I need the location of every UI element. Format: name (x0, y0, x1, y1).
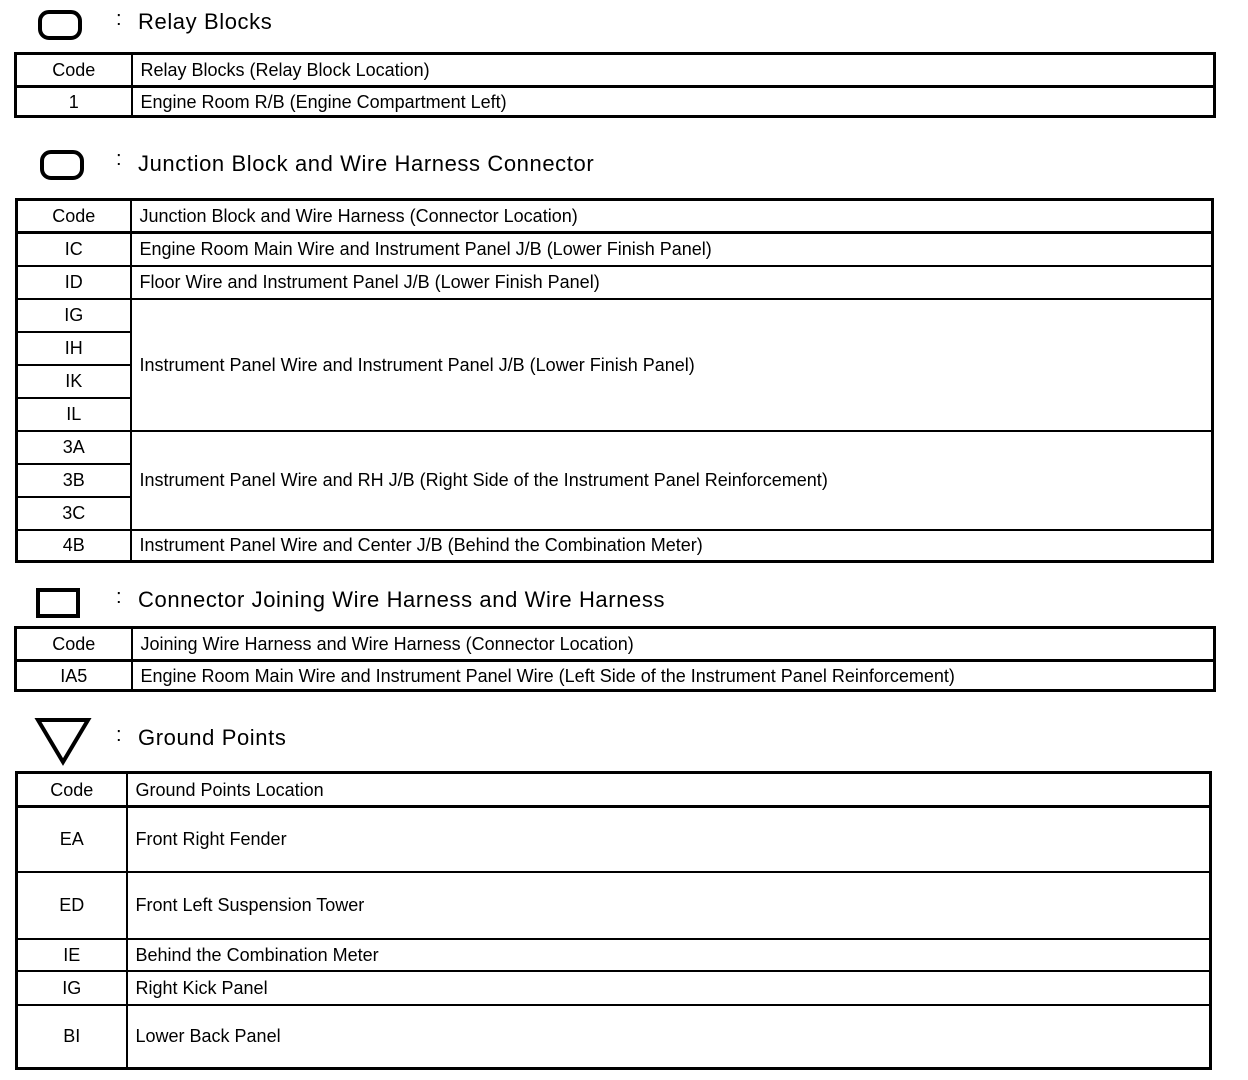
location-header: Junction Block and Wire Harness (Connector Location) (131, 200, 1213, 233)
table-row (16, 661, 1215, 691)
code-cell: EA (17, 807, 127, 872)
table-row (17, 233, 1213, 266)
code-cell: ED (17, 872, 127, 939)
code-cell: IG (17, 299, 131, 332)
code-cell: IA5 (16, 661, 132, 691)
code-cell: IL (17, 398, 131, 431)
table-row (17, 530, 1213, 562)
location-cell: Engine Room Main Wire and Instrument Panel J/B (Lower Finish Panel) (131, 233, 1213, 266)
table-row (17, 1005, 1211, 1069)
location-cell: Instrument Panel Wire and Instrument Panel J/B (Lower Finish Panel) (131, 299, 1213, 431)
table-row (17, 939, 1211, 971)
location-header: Ground Points Location (127, 773, 1211, 807)
connector-title: Connector Joining Wire Harness and Wire Harness (138, 587, 666, 612)
code-cell: 3C (17, 497, 131, 530)
table-row (16, 87, 1215, 117)
table-row (17, 807, 1211, 872)
connector-table (14, 626, 1216, 692)
table-row (17, 266, 1213, 299)
code-header: Code (17, 773, 127, 807)
ground-points-heading (0, 716, 700, 766)
location-cell: Engine Room R/B (Engine Compartment Left) (132, 87, 1215, 117)
code-cell: BI (17, 1005, 127, 1069)
table-row (17, 872, 1211, 939)
location-header: Joining Wire Harness and Wire Harness (Connector Location) (132, 628, 1215, 661)
rounded-rectangle-icon (40, 150, 84, 180)
heading-colon: : (116, 148, 122, 170)
code-cell: 4B (17, 530, 131, 562)
code-cell: 1 (16, 87, 132, 117)
relay-blocks-table (14, 52, 1216, 118)
location-cell: Front Right Fender (127, 807, 1211, 872)
code-cell: 3B (17, 464, 131, 497)
table-header-row (16, 628, 1215, 661)
table-header-row (16, 54, 1215, 87)
code-header: Code (16, 628, 132, 661)
location-cell: Instrument Panel Wire and RH J/B (Right Side of the Instrument Panel Reinforcement) (131, 431, 1213, 530)
heading-colon: : (116, 8, 122, 30)
code-header: Code (17, 200, 131, 233)
table-header-row (17, 200, 1213, 233)
rounded-rectangle-icon (38, 10, 82, 40)
connector-heading (0, 584, 800, 624)
table-row (17, 971, 1211, 1005)
heading-colon: : (116, 724, 122, 746)
junction-block-heading (0, 148, 800, 188)
code-cell: IK (17, 365, 131, 398)
rectangle-icon (36, 588, 80, 618)
location-cell: Lower Back Panel (127, 1005, 1211, 1069)
code-cell: IC (17, 233, 131, 266)
heading-colon: : (116, 586, 122, 608)
code-cell: 3A (17, 431, 131, 464)
junction-block-title: Junction Block and Wire Harness Connector (138, 151, 595, 176)
table-row (17, 299, 1213, 332)
location-header: Relay Blocks (Relay Block Location) (132, 54, 1215, 87)
location-cell: Engine Room Main Wire and Instrument Panel Wire (Left Side of the Instrument Panel Reinforcement) (132, 661, 1215, 691)
ground-points-table (15, 771, 1212, 1070)
junction-block-table (15, 198, 1214, 563)
location-cell: Floor Wire and Instrument Panel J/B (Lower Finish Panel) (131, 266, 1213, 299)
code-cell: IG (17, 971, 127, 1005)
relay-blocks-heading (0, 6, 700, 46)
ground-points-title: Ground Points (138, 725, 287, 750)
table-header-row (17, 773, 1211, 807)
location-cell: Front Left Suspension Tower (127, 872, 1211, 939)
location-cell: Behind the Combination Meter (127, 939, 1211, 971)
relay-blocks-title: Relay Blocks (138, 9, 273, 34)
code-cell: ID (17, 266, 131, 299)
code-cell: IH (17, 332, 131, 365)
location-cell: Instrument Panel Wire and Center J/B (Behind the Combination Meter) (131, 530, 1213, 562)
table-row (17, 431, 1213, 464)
code-cell: IE (17, 939, 127, 971)
location-cell: Right Kick Panel (127, 971, 1211, 1005)
code-header: Code (16, 54, 132, 87)
downward-triangle-icon (34, 716, 92, 766)
